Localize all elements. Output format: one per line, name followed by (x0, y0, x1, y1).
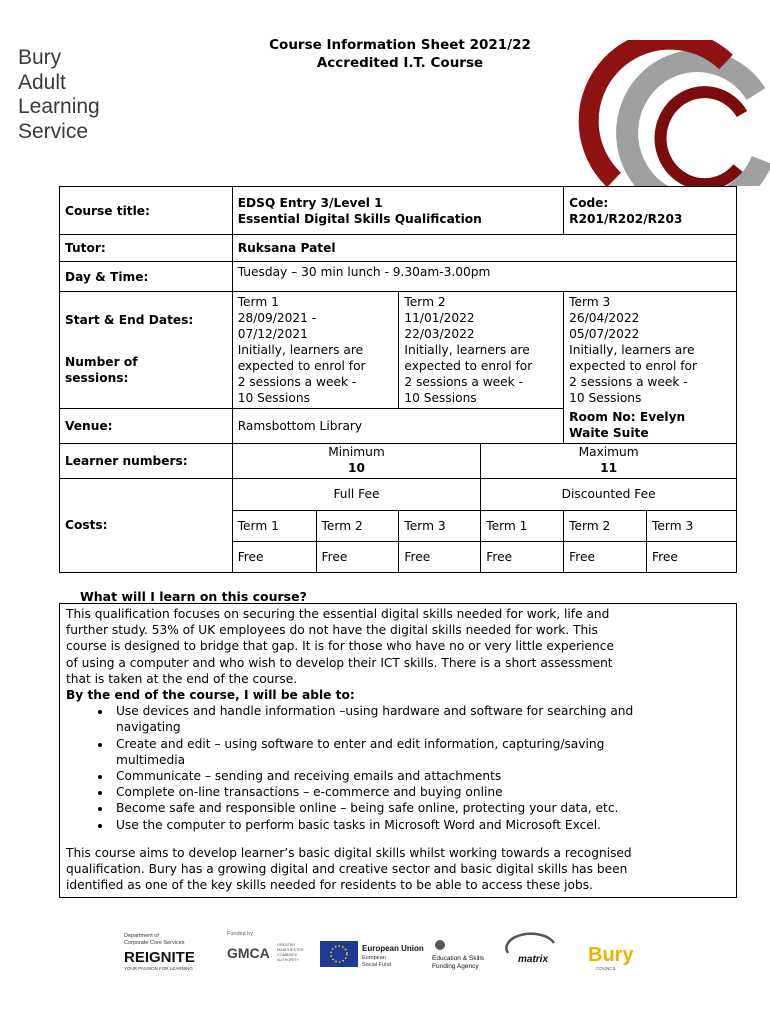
term-2-info (399, 292, 564, 409)
intro-line: of using a computer and who wish to develop their ICT skills. There is a short assessment (66, 655, 613, 670)
learners-label: Learner numbers: (60, 443, 233, 478)
course-title-label: Course title: (60, 187, 233, 235)
intro-line: that is taken at the end of the course. (66, 671, 298, 686)
cost-value: Free (316, 541, 399, 572)
dates-sessions-labels (60, 292, 233, 409)
code-label: Code: (569, 195, 609, 210)
learn-heading: What will I learn on this course? (80, 589, 307, 604)
outcome-line: • Use devices and handle information –using hardware and software for searching and (116, 704, 634, 719)
term-3-end: 05/07/2022 (569, 327, 640, 341)
funder-logos-strip (124, 925, 664, 975)
dates-label: Start & End Dates: (65, 313, 194, 327)
outcome-line: • Complete on-line transactions – e-commerce and buying online (116, 785, 503, 800)
brand-line: Service (18, 119, 89, 143)
term-3-info (564, 292, 737, 409)
closing-line: This course aims to develop learner’s basic digital skills whilst working towards a recognised (66, 845, 632, 860)
cost-term-header: Term 3 (399, 510, 481, 541)
gmca-sub: AUTHORITY (277, 958, 299, 962)
gmca-wordmark: GMCA (227, 945, 270, 961)
tutor-label: Tutor: (60, 235, 233, 262)
code-value: R201/R202/R203 (569, 211, 683, 226)
outcome-item (112, 736, 730, 768)
outcome-line: • Communicate – sending and receiving emails and attachments (116, 769, 502, 784)
course-code-cell (564, 187, 737, 235)
term-1-sessions-line: expected to enrol for (237, 359, 366, 373)
intro-line: This qualification focuses on securing the essential digital skills needed for work, life and (66, 607, 610, 621)
intro-line: course is designed to bridge that gap. It is for those who have no or very little experience (66, 639, 614, 654)
learners-minimum (232, 443, 481, 478)
gmca-sub: MANCHESTER (277, 948, 304, 952)
room-line-1: Room No: Evelyn (569, 409, 686, 424)
term-1-name: Term 1 (237, 295, 279, 309)
bury-wordmark: Bury (588, 944, 634, 966)
course-title-line-1: EDSQ Entry 3/Level 1 (237, 195, 383, 210)
term-2-start: 11/01/2022 (404, 311, 475, 325)
minimum-value: 10 (347, 460, 365, 475)
venue-label: Venue: (60, 409, 233, 444)
matrix-wordmark: matrix (518, 954, 549, 965)
term-1-info (232, 292, 399, 409)
eu-esf-logo (320, 941, 424, 968)
cost-term-header: Term 1 (481, 510, 564, 541)
eu-title: European Union (362, 944, 424, 953)
minimum-label: Minimum (328, 444, 385, 459)
reignite-tagline: YOUR PASSION FOR LEARNING (124, 966, 193, 971)
swoosh-logo-graphic (566, 40, 770, 186)
cost-value: Free (399, 541, 481, 572)
esfa-line-2: Funding Agency (432, 963, 479, 970)
document-title (200, 36, 600, 72)
eu-sub-1: European (362, 955, 386, 961)
term-3-sessions-line: expected to enrol for (569, 359, 697, 373)
cost-term-header: Term 1 (232, 510, 316, 541)
costs-label: Costs: (60, 478, 233, 572)
brand-line: Bury (18, 46, 62, 69)
room-value (564, 409, 737, 444)
term-2-end: 22/03/2022 (404, 327, 475, 341)
outcome-line: • Use the computer to perform basic tasks in Microsoft Word and Microsoft Excel. (116, 817, 602, 832)
gmca-sub: COMBINED (277, 953, 298, 957)
title-line-2: Accredited I.T. Course (316, 55, 484, 71)
outcome-item (112, 800, 730, 816)
outcome-item (112, 768, 730, 784)
course-info-table (59, 186, 737, 573)
cost-term-header: Term 3 (647, 510, 737, 541)
title-line-1: Course Information Sheet 2021/22 (269, 37, 531, 53)
brand-line: Adult (18, 70, 66, 94)
gmca-sub: GREATER (277, 943, 296, 947)
term-2-sessions-line: 10 Sessions (404, 391, 477, 405)
course-title-line-2: Essential Digital Skills Qualification (237, 211, 482, 226)
esfa-line-1: Education & Skills (432, 955, 485, 962)
tutor-value: Ruksana Patel (232, 235, 736, 262)
closing-line: identified as one of the key skills needed for residents to be able to access these jobs. (66, 878, 593, 893)
daytime-label: Day & Time: (60, 262, 233, 292)
cost-value: Free (564, 541, 647, 572)
daytime-value: Tuesday – 30 min lunch - 9.30am-3.00pm (232, 262, 736, 292)
funded-by-text: Funded by (227, 931, 253, 937)
bury-council-logo (588, 944, 634, 971)
gmca-logo (227, 931, 304, 962)
matrix-logo (506, 934, 554, 965)
term-1-sessions-line: 2 sessions a week - (237, 375, 357, 389)
learn-content-box (59, 603, 737, 898)
cost-value: Free (647, 541, 737, 572)
outcome-line: • Become safe and responsible online – being safe online, protecting your data, etc. (116, 801, 619, 816)
cost-value: Free (232, 541, 316, 572)
bury-council-text: COUNCIL (596, 966, 617, 971)
term-2-sessions-line: 2 sessions a week - (404, 375, 524, 389)
dept-line-1: Department of (124, 933, 159, 939)
term-3-sessions-line: 2 sessions a week - (569, 375, 688, 389)
outcomes-heading: By the end of the course, I will be able to: (66, 688, 355, 703)
intro-line: further study. 53% of UK employees do not have the digital skills needed for work. This (66, 623, 598, 638)
learners-maximum (481, 443, 737, 478)
room-line-2: Waite Suite (569, 425, 649, 440)
outcome-item (112, 784, 730, 800)
outcome-item (112, 703, 730, 735)
discounted-fee-label: Discounted Fee (481, 478, 737, 510)
term-2-sessions-line: expected to enrol for (404, 359, 533, 373)
term-2-sessions-line: Initially, learners are (404, 343, 530, 357)
sessions-label (60, 328, 232, 386)
closing-line: qualification. Bury has a growing digital and creative sector and basic digital skills has been (66, 862, 628, 877)
brand-line: Learning (18, 95, 100, 118)
outcome-item (112, 817, 730, 833)
cost-term-header: Term 2 (316, 510, 399, 541)
maximum-value: 11 (600, 460, 618, 475)
esfa-logo (432, 940, 485, 970)
reignite-wordmark: REIGNITE (124, 949, 195, 966)
reignite-logo (124, 933, 195, 971)
term-3-start: 26/04/2022 (569, 311, 640, 325)
term-3-sessions-line: 10 Sessions (569, 391, 642, 405)
term-1-end: 07/12/2021 (237, 327, 308, 341)
cost-term-header: Term 2 (564, 510, 647, 541)
course-title-value (232, 187, 563, 235)
term-1-sessions-line: Initially, learners are (237, 343, 364, 357)
eu-sub-2: Social Fund (362, 962, 392, 968)
term-3-sessions-line: Initially, learners are (569, 343, 695, 357)
full-fee-label: Full Fee (232, 478, 481, 510)
term-3-name: Term 3 (569, 295, 611, 309)
outcome-line: navigating (116, 720, 181, 735)
dept-line-2: Corporate Core Services (124, 940, 185, 946)
sessions-label-line-2: sessions: (65, 371, 129, 385)
brand-wordmark (18, 46, 100, 144)
term-1-start: 28/09/2021 - (237, 311, 317, 325)
venue-value: Ramsbottom Library (232, 409, 563, 444)
term-2-name: Term 2 (404, 295, 446, 309)
outcomes-list (112, 703, 730, 833)
cost-value: Free (481, 541, 564, 572)
outcome-line: multimedia (116, 752, 186, 767)
term-1-sessions-line: 10 Sessions (237, 391, 310, 405)
maximum-label: Maximum (578, 444, 639, 459)
outcome-line: • Create and edit – using software to enter and edit information, capturing/saving (116, 736, 605, 751)
sessions-label-line-1: Number of (65, 355, 138, 369)
